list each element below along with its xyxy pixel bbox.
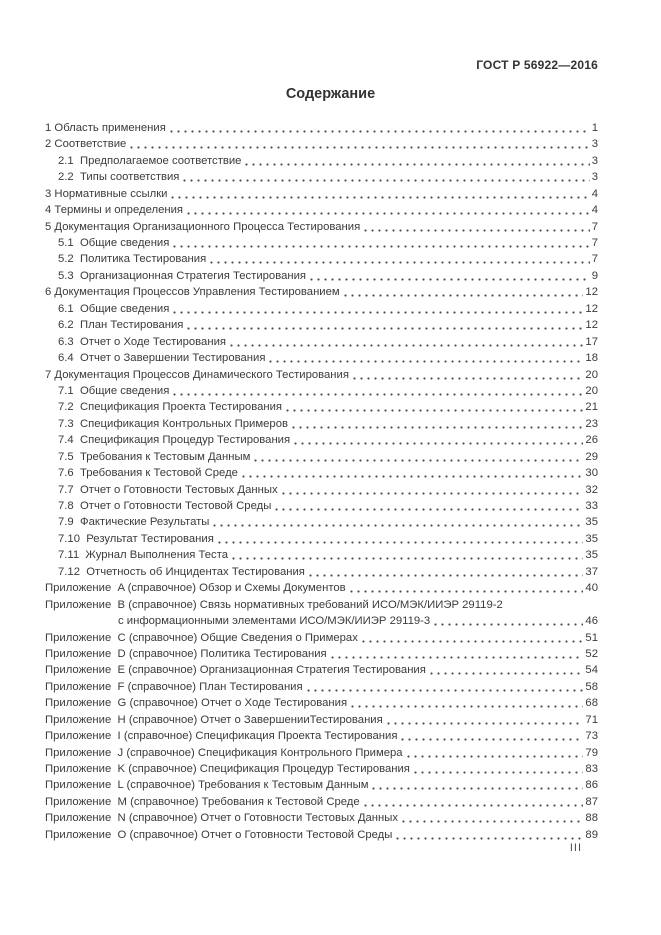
toc-entry-label: Приложение M (справочное) Требования к Тестовой Среде bbox=[45, 795, 360, 808]
toc-entry-label: 6.2 План Тестирования bbox=[58, 319, 184, 332]
toc-entry-page: 35 bbox=[585, 532, 598, 545]
toc-entry-label: Приложение E (справочное) Организационная Стратегия Тестирования bbox=[45, 664, 426, 677]
dot-leader bbox=[396, 836, 583, 840]
toc-entry bbox=[45, 597, 598, 613]
toc-entry bbox=[45, 613, 598, 629]
toc-entry bbox=[45, 120, 598, 136]
dot-leader bbox=[430, 671, 584, 675]
toc-entry-page: 71 bbox=[585, 713, 598, 726]
toc-entry-page: 30 bbox=[585, 467, 598, 480]
toc-entry bbox=[45, 169, 598, 185]
toc-entry-page: 3 bbox=[591, 154, 598, 167]
toc-entry bbox=[45, 482, 598, 498]
dot-leader bbox=[351, 704, 583, 708]
toc-entry-page: 37 bbox=[585, 565, 598, 578]
toc-entry-label: Приложение A (справочное) Обзор и Схемы Документов bbox=[45, 582, 346, 595]
dot-leader bbox=[173, 392, 583, 396]
toc-entry bbox=[45, 268, 598, 284]
toc-entry-label: 6 Документация Процессов Управления Тестированием bbox=[45, 286, 340, 299]
dot-leader bbox=[173, 310, 583, 314]
toc-entry bbox=[45, 219, 598, 235]
dot-leader bbox=[254, 458, 583, 462]
toc-entry bbox=[45, 235, 598, 251]
toc-entry-page: 26 bbox=[585, 434, 598, 447]
dot-leader bbox=[372, 786, 583, 790]
toc-entry bbox=[45, 350, 598, 366]
toc-entry bbox=[45, 498, 598, 514]
toc-entry-label: Приложение F (справочное) План Тестирования bbox=[45, 680, 303, 693]
dot-leader bbox=[353, 376, 583, 380]
toc-entry-page: 52 bbox=[585, 647, 598, 660]
toc-entry-label: 7.6 Требования к Тестовой Среде bbox=[58, 467, 238, 480]
dot-leader bbox=[414, 770, 583, 774]
toc-entry-label: Приложение B (справочное) Связь нормативных требований ИСО/МЭК/ИИЭР 29119-2 bbox=[45, 598, 503, 611]
dot-leader bbox=[387, 721, 584, 725]
toc-entry-page: 3 bbox=[591, 171, 598, 184]
toc-entry-label: Приложение H (справочное) Отчет о ЗавершенииТестирования bbox=[45, 713, 383, 726]
dot-leader bbox=[362, 639, 584, 643]
toc-entry-page: 4 bbox=[591, 187, 598, 200]
dot-leader bbox=[292, 425, 583, 429]
toc-entry-label: 3 Нормативные ссылки bbox=[45, 187, 168, 200]
dot-leader bbox=[434, 622, 583, 626]
toc-entry-page: 32 bbox=[585, 483, 598, 496]
dot-leader bbox=[331, 655, 584, 659]
toc-entry-label: Приложение K (справочное) Спецификация Процедур Тестирования bbox=[45, 763, 410, 776]
toc-entry bbox=[45, 679, 598, 695]
toc-entry-label: 5.1 Общие сведения bbox=[58, 237, 170, 250]
toc-entry-page: 88 bbox=[585, 812, 598, 825]
toc-entry-page: 12 bbox=[585, 286, 598, 299]
dot-leader bbox=[310, 277, 590, 281]
dot-leader bbox=[402, 819, 583, 823]
toc-entry bbox=[45, 367, 598, 383]
toc-entry-label: 2.2 Типы соответствия bbox=[58, 171, 180, 184]
toc-entry-page: 33 bbox=[585, 500, 598, 513]
dot-leader bbox=[364, 803, 584, 807]
toc-entry bbox=[45, 580, 598, 596]
toc-entry-label: 1 Область применения bbox=[45, 121, 166, 134]
toc-entry bbox=[45, 416, 598, 432]
toc-entry bbox=[45, 399, 598, 415]
toc-entry bbox=[45, 186, 598, 202]
toc-entry-page: 20 bbox=[585, 368, 598, 381]
toc-entry-page: 29 bbox=[585, 450, 598, 463]
dot-leader bbox=[294, 441, 583, 445]
toc-entry bbox=[45, 646, 598, 662]
dot-leader bbox=[364, 228, 590, 232]
toc-entry-label: Приложение G (справочное) Отчет о Ходе Тестирования bbox=[45, 697, 348, 710]
dot-leader bbox=[286, 408, 583, 412]
dot-leader bbox=[210, 260, 589, 264]
toc-entry-page: 7 bbox=[591, 220, 598, 233]
dot-leader bbox=[187, 211, 590, 215]
toc-entry-page: 9 bbox=[591, 269, 598, 282]
toc-entry-label: Приложение D (справочное) Политика Тестирования bbox=[45, 647, 327, 660]
toc-entry bbox=[45, 465, 598, 481]
toc-entry-label: 6.1 Общие сведения bbox=[58, 302, 170, 315]
toc-entry bbox=[45, 662, 598, 678]
toc-entry bbox=[45, 136, 598, 152]
toc-entry-page: 54 bbox=[585, 664, 598, 677]
toc-entry-page: 12 bbox=[585, 319, 598, 332]
toc-entry-label: 7 Документация Процессов Динамического Тестирования bbox=[45, 368, 349, 381]
toc-entry-page: 68 bbox=[585, 697, 598, 710]
toc-entry-label: 7.9 Фактические Результаты bbox=[58, 516, 210, 529]
toc-entry bbox=[45, 531, 598, 547]
dot-leader bbox=[344, 293, 584, 297]
toc-entry bbox=[45, 630, 598, 646]
toc-entry-page: 58 bbox=[585, 680, 598, 693]
toc-entry bbox=[45, 432, 598, 448]
toc-entry bbox=[45, 383, 598, 399]
toc-entry-label: 5.2 Политика Тестирования bbox=[58, 253, 207, 266]
toc-entry-label: 7.11 Журнал Выполнения Теста bbox=[58, 549, 229, 562]
toc-entry-page: 35 bbox=[585, 549, 598, 562]
toc-entry-page: 89 bbox=[585, 828, 598, 841]
dot-leader bbox=[218, 540, 584, 544]
dot-leader bbox=[130, 145, 589, 149]
toc-entry bbox=[45, 794, 598, 810]
toc-entry bbox=[45, 827, 598, 843]
toc-entry-label: 7.12 Отчетность об Инцидентах Тестирования bbox=[58, 565, 305, 578]
toc-entry-page: 18 bbox=[585, 352, 598, 365]
page-title: Содержание bbox=[285, 86, 376, 102]
toc-entry-page: 20 bbox=[585, 384, 598, 397]
dot-leader bbox=[230, 343, 583, 347]
toc-entry-page: 7 bbox=[591, 253, 598, 266]
toc-entry bbox=[45, 745, 598, 761]
toc-entry bbox=[45, 761, 598, 777]
toc-entry-page: 86 bbox=[585, 779, 598, 792]
toc-entry-label: 7.2 Спецификация Проекта Тестирования bbox=[58, 401, 283, 414]
toc-entry-label: 4 Термины и определения bbox=[45, 204, 184, 217]
toc-entry-label: 7.5 Требования к Тестовым Данным bbox=[58, 450, 251, 463]
toc-list bbox=[45, 120, 598, 843]
dot-leader bbox=[350, 589, 584, 593]
dot-leader bbox=[307, 688, 584, 692]
toc-entry bbox=[45, 547, 598, 563]
dot-leader bbox=[401, 737, 583, 741]
dot-leader bbox=[187, 326, 583, 330]
toc-entry-page: 21 bbox=[585, 401, 598, 414]
toc-entry bbox=[45, 515, 598, 531]
toc-entry-label: 7.7 Отчет о Готовности Тестовых Данных bbox=[58, 483, 278, 496]
toc-entry-label: 2 Соответствие bbox=[45, 138, 127, 151]
toc-entry-page: 51 bbox=[585, 631, 598, 644]
toc-entry-label: Приложение C (справочное) Общие Сведения о Примерах bbox=[45, 631, 358, 644]
toc-entry-page: 7 bbox=[591, 237, 598, 250]
dot-leader bbox=[309, 573, 584, 577]
toc-entry-label: 6.3 Отчет о Ходе Тестирования bbox=[58, 335, 226, 348]
dot-leader bbox=[242, 474, 583, 478]
toc-entry-label: 7.10 Результат Тестирования bbox=[58, 532, 214, 545]
toc-entry-page: 4 bbox=[591, 204, 598, 217]
toc-entry bbox=[45, 202, 598, 218]
toc-entry-label: 5.3 Организационная Стратегия Тестирования bbox=[58, 269, 307, 282]
toc-entry bbox=[45, 153, 598, 169]
dot-leader bbox=[407, 754, 584, 758]
toc-entry-page: 23 bbox=[585, 417, 598, 430]
toc-entry-label: 6.4 Отчет о Завершении Тестирования bbox=[58, 352, 266, 365]
toc-entry-page: 40 bbox=[585, 582, 598, 595]
dot-leader bbox=[275, 507, 583, 511]
toc-entry-label: 7.8 Отчет о Готовности Тестовой Среды bbox=[58, 500, 272, 513]
toc-entry-label: Приложение L (справочное) Требования к Тестовым Данным bbox=[45, 779, 369, 792]
toc-entry-label: Приложение O (справочное) Отчет о Готовности Тестовой Среды bbox=[45, 828, 393, 841]
dot-leader bbox=[245, 162, 589, 166]
toc-entry-label: Приложение N (справочное) Отчет о Готовности Тестовых Данных bbox=[45, 812, 399, 825]
dot-leader bbox=[213, 523, 583, 527]
toc-entry bbox=[45, 810, 598, 826]
toc-entry bbox=[45, 449, 598, 465]
toc-entry bbox=[45, 695, 598, 711]
toc-entry-label: с информационными элементами ИСО/МЭК/ИИЭР 29119-3 bbox=[118, 615, 431, 628]
toc-entry bbox=[45, 334, 598, 350]
dot-leader bbox=[282, 491, 584, 495]
toc-entry-page: 17 bbox=[585, 335, 598, 348]
toc-entry bbox=[45, 564, 598, 580]
dot-leader bbox=[269, 359, 583, 363]
toc-entry bbox=[45, 252, 598, 268]
toc-entry bbox=[45, 301, 598, 317]
toc-entry-label: Приложение I (справочное) Спецификация Проекта Тестирования bbox=[45, 730, 398, 743]
toc-entry-page: 3 bbox=[591, 138, 598, 151]
toc-entry-page: 1 bbox=[591, 121, 598, 134]
toc-entry-label: 7.3 Спецификация Контрольных Примеров bbox=[58, 417, 288, 430]
toc-entry bbox=[45, 778, 598, 794]
toc-entry-label: Приложение J (справочное) Спецификация Контрольного Примера bbox=[45, 746, 403, 759]
toc-entry-page: 87 bbox=[585, 795, 598, 808]
toc-entry bbox=[45, 317, 598, 333]
toc-entry-page: 12 bbox=[585, 302, 598, 315]
toc-entry bbox=[45, 712, 598, 728]
dot-leader bbox=[173, 244, 589, 248]
toc-entry bbox=[45, 728, 598, 744]
toc-entry-page: 46 bbox=[585, 615, 598, 628]
dot-leader bbox=[171, 195, 589, 199]
page-number: III bbox=[569, 842, 582, 854]
toc-entry-page: 79 bbox=[585, 746, 598, 759]
dot-leader bbox=[170, 129, 590, 133]
toc-entry-label: 5 Документация Организационного Процесса Тестирования bbox=[45, 220, 361, 233]
toc-entry-label: 2.1 Предполагаемое соответствие bbox=[58, 154, 242, 167]
toc-entry bbox=[45, 284, 598, 300]
toc-entry-page: 83 bbox=[585, 763, 598, 776]
toc-entry-label: 7.1 Общие сведения bbox=[58, 384, 170, 397]
toc-entry-label: 7.4 Спецификация Процедур Тестирования bbox=[58, 434, 291, 447]
toc-entry-page: 35 bbox=[585, 516, 598, 529]
toc-entry-page: 73 bbox=[585, 730, 598, 743]
dot-leader bbox=[232, 556, 583, 560]
doc-number: ГОСТ Р 56922—2016 bbox=[476, 58, 598, 72]
dot-leader bbox=[183, 178, 589, 182]
